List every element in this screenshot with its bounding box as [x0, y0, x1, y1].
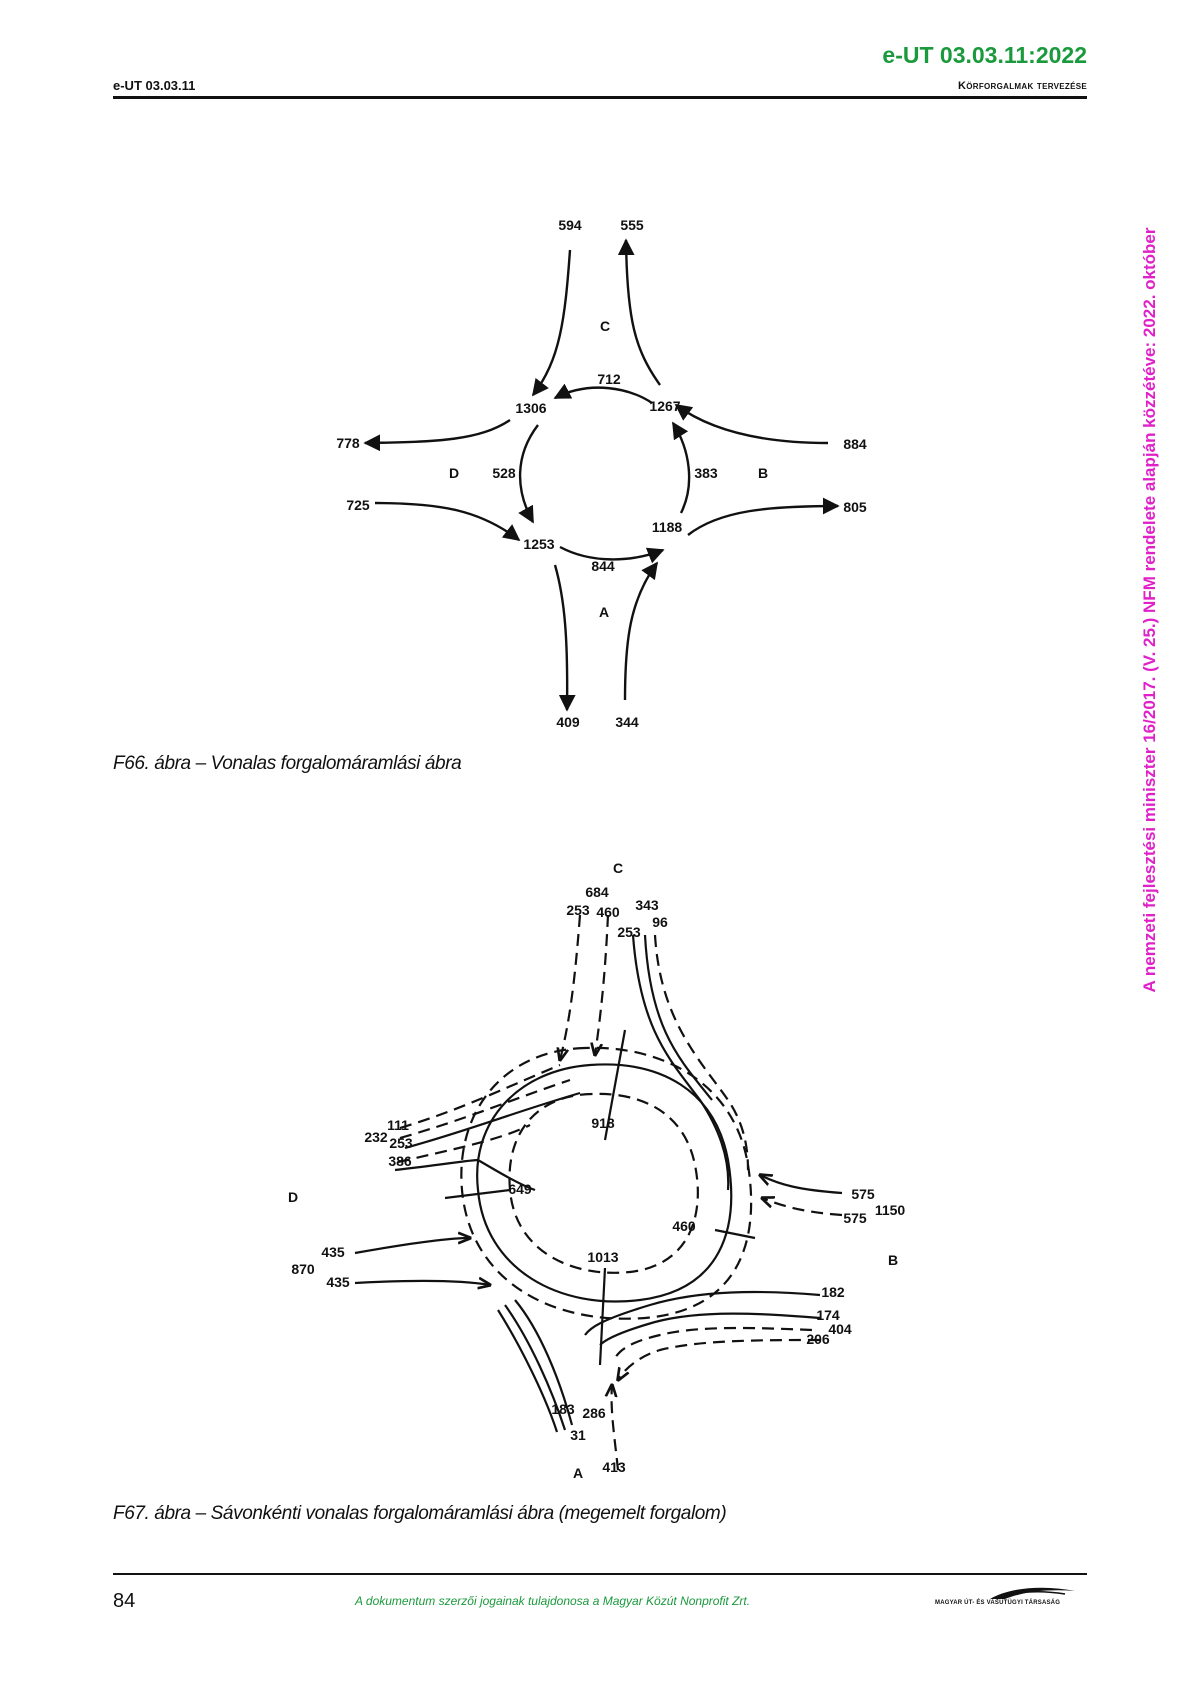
b-out-dashed-2 [618, 1340, 820, 1380]
label-node-tr: 1267 [649, 398, 681, 414]
label-a-183: 183 [551, 1401, 575, 1417]
label-a-413: 413 [602, 1459, 626, 1475]
label-b-174: 174 [816, 1307, 840, 1323]
header-chapter-title: Körforgalmak tervezése [957, 80, 1087, 92]
label-node-tl: 1306 [515, 400, 547, 416]
ring-top [555, 388, 652, 403]
flow-c-out [626, 240, 660, 385]
label-ring-right: 383 [694, 465, 718, 481]
label-d-111: 111 [387, 1117, 409, 1133]
d-out-dashed-1 [400, 1065, 560, 1128]
label-d-870: 870 [291, 1261, 315, 1277]
footer-copyright: A dokumentum szerzői jogainak tulajdonosa a Magyar Közút Nonprofit Zrt. [355, 1594, 751, 1608]
label-c-in: 594 [558, 217, 582, 233]
label-c-96: 96 [652, 914, 668, 930]
label-leg-b: B [757, 465, 769, 481]
label-node-bl: 1253 [523, 536, 555, 552]
label-a-out: 409 [556, 714, 580, 730]
label-c-460: 460 [596, 904, 620, 920]
label-d-253: 253 [389, 1135, 413, 1151]
flow-a-out [555, 565, 567, 710]
flow-c-in [533, 250, 570, 395]
label-a-in: 344 [615, 714, 639, 730]
label-ring-left: 528 [492, 465, 516, 481]
label-leg-b-2: B [887, 1252, 899, 1268]
header-left-code: e-UT 03.03.11 [113, 78, 196, 93]
ring-right [673, 423, 689, 513]
label-d-435b: 435 [326, 1274, 350, 1290]
label-ring-918: 918 [591, 1115, 615, 1131]
label-leg-d-2: D [287, 1189, 299, 1205]
label-d-out: 778 [336, 435, 360, 451]
d-in-1 [355, 1238, 470, 1253]
d-out-dashed-2 [400, 1080, 570, 1138]
c-out-dashed [655, 935, 748, 1170]
label-d-232: 232 [364, 1129, 388, 1145]
c-out-solid-2 [645, 935, 712, 1100]
label-ring-bottom: 844 [591, 558, 615, 574]
label-c-total: 684 [585, 884, 609, 900]
figure-f66-caption: F66. ábra – Vonalas forgalomáramlási ábra [113, 753, 462, 774]
b-in-dashed [762, 1198, 842, 1215]
flow-b-in [676, 405, 828, 443]
label-d-386: 386 [388, 1153, 412, 1169]
document-code: e-UT 03.03.11:2022 [882, 42, 1087, 68]
c-out-solid-1 [633, 935, 728, 1190]
logo-text: MAGYAR ÚT- ÉS VASÚTÜGYI TÁRSASÁG [935, 1600, 1061, 1606]
label-ring-460: 460 [672, 1218, 696, 1234]
flow-a-in [625, 563, 657, 700]
label-leg-a: A [598, 604, 610, 620]
a-in-dashed [612, 1385, 618, 1470]
flow-d-out [365, 420, 510, 443]
label-d-435a: 435 [321, 1244, 345, 1260]
label-ring-649: 649 [508, 1181, 532, 1197]
label-b-in: 884 [843, 436, 867, 452]
label-d-in: 725 [346, 497, 370, 513]
ring-dashed-outer [461, 1048, 751, 1319]
figure-f67-lines [355, 915, 842, 1470]
label-b-182: 182 [821, 1284, 845, 1300]
c-in-dashed-2 [595, 915, 608, 1055]
label-b-out: 805 [843, 499, 867, 515]
label-b-575a: 575 [851, 1186, 875, 1202]
ring-left [520, 425, 538, 522]
c-in-dashed-1 [560, 915, 580, 1060]
label-c-out: 555 [620, 217, 644, 233]
label-b-404: 404 [828, 1321, 852, 1337]
label-b-575b: 575 [843, 1210, 867, 1226]
b-in-solid [760, 1175, 842, 1193]
d-in-2 [355, 1281, 490, 1285]
page-number: 84 [113, 1590, 136, 1612]
label-a-31: 31 [570, 1427, 586, 1443]
label-c-253b: 253 [617, 924, 641, 940]
footer-rule [113, 1573, 1087, 1575]
a-out-solid-3 [498, 1310, 557, 1432]
label-ring-1013: 1013 [587, 1249, 619, 1265]
label-b-206: 206 [806, 1331, 830, 1347]
label-node-br: 1188 [651, 519, 683, 535]
label-leg-c: C [599, 318, 611, 334]
label-ring-top: 712 [597, 371, 621, 387]
flow-b-out [688, 506, 838, 535]
label-leg-d: D [448, 465, 460, 481]
flow-d-in [375, 503, 519, 540]
side-publication-note: A nemzeti fejlesztési miniszter 16/2017. (V. 25.) NFM rendelete alapján közzétéve: 2022. október [1140, 227, 1159, 993]
figure-f67-caption: F67. ábra – Sávonkénti vonalas forgalomáramlási ábra (megemelt forgalom) [113, 1503, 727, 1524]
label-a-286: 286 [582, 1405, 606, 1421]
label-leg-c-2: C [612, 860, 624, 876]
label-b-1150: 1150 [874, 1202, 906, 1218]
label-c-253a: 253 [566, 902, 590, 918]
label-c-343: 343 [635, 897, 659, 913]
label-leg-a-2: A [572, 1465, 584, 1481]
